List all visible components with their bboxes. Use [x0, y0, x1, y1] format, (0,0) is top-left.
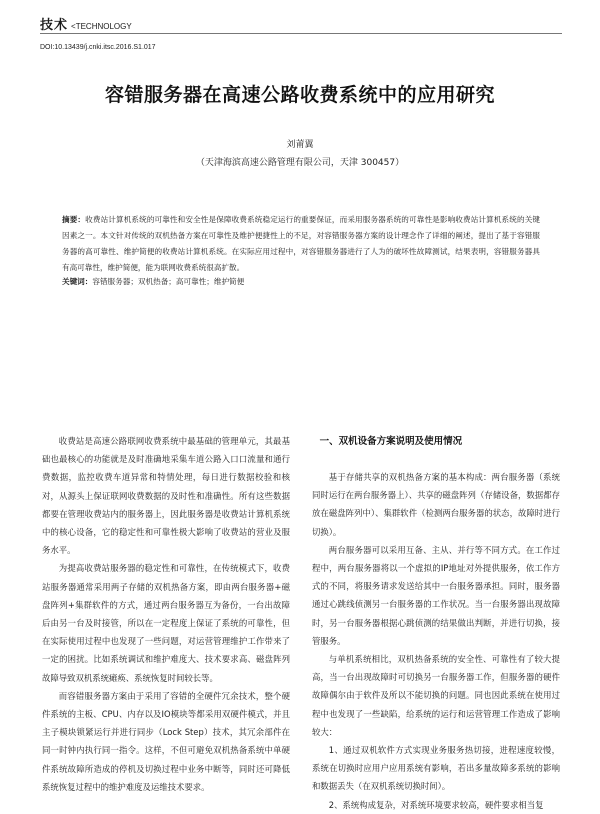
body-paragraph: 而容错服务器方案由于采用了容错的全硬件冗余技术，整个硬件系统的主板、CPU、内存以及IO模块等都采用双硬件模式，并且主子模块锁紧运行并进行同步（Lock Step）技术，其冗余部件在同一时钟内执行同一指令。这样，不但可避免双机热备系统中单硬件系统故障所造成的停机及切换过程中业务中断等，同时还可降低系统恢复过程中的维护难度及运维技术要求。 — [42, 690, 290, 792]
paper-title: 容错服务器在高速公路收费系统中的应用研究 — [104, 84, 495, 106]
body-paragraph: 1、通过双机软件方式实现业务服务热切接，进程速度较慢，系统在切换时应用户应用系统有影响，若出多量故障多系统的影响和数据丢失（在双机系统切换时间）。 — [312, 745, 560, 792]
section-heading: 一、双机设备方案说明及使用情况 — [319, 436, 463, 447]
doi-line: DOI:10.13439/j.cnki.itsc.2016.S1.017 — [40, 44, 156, 51]
journal-header — [40, 14, 132, 33]
body-paragraph: 基于存储共享的双机热备方案的基本构成：两台服务器（系统同时运行在两台服务器上）、共享的磁盘阵列（存储设备，数据都存放在磁盘阵列中）、集群软件（检测两台服务器的状态，故障时进行切换）。 — [312, 472, 560, 537]
abstract — [62, 212, 540, 276]
header-divider — [40, 33, 562, 34]
keywords-text: 容错服务器；双机热备；高可靠性；维护简便 — [92, 277, 245, 286]
author-affiliation: （天津海滨高速公路管理有限公司，天津 300457） — [195, 158, 405, 168]
journal-section-label: 技术 — [40, 18, 69, 33]
journal-section-label-en: <TECHNOLOGY — [71, 22, 132, 31]
author-name: 刘莆翼 — [286, 140, 314, 150]
abstract-label: 摘要： — [62, 215, 86, 224]
body-paragraph: 2、系统构成复杂，对系统环境要求较高，硬件要求相当复 — [328, 799, 544, 810]
keywords — [62, 275, 540, 289]
keywords-label: 关键词： — [62, 277, 93, 286]
body-paragraph: 为提高收费站服务器的稳定性和可靠性，在传统模式下，收费站服务器通常采用两子存储的双机热备方案，即由两台服务器+磁盘阵列+集群软件的方式，通过两台服务器互为备份，一台出故障后由另一台及时接管，所以在一定程度上保证了系统的可靠性，但在实际使用过程中也发现了一些问题，对运营管理维护工作带来了一定的困扰。比如系统调试和维护难度大、技术要求高、磁盘阵列故障导致双机系统瘫痪、系统恢复时间较长等。 — [42, 563, 290, 683]
body-paragraph: 两台服务器可以采用互备、主从、并行等不同方式。在工作过程中，两台服务器将以一个虚拟的IP地址对外提供服务，依工作方式的不同，将服务请求发送给其中一台服务器承担。同时，服务器通过心跳线侦测另一台服务器的工作状况。当一台服务器出现故障时，另一台服务器根据心跳侦测的结果做出判断，并进行切换，接管服务。 — [312, 544, 560, 646]
body-column-right — [312, 432, 560, 814]
body-paragraph: 与单机系统相比，双机热备系统的安全性、可靠性有了较大提高，当一台出现故障时可切换另一台服务器工作，但服务器的硬件故障偶尔由于软件及所以不能切换的问题。同也因此系统在使用过程中也发现了一些缺陷，给系统的运行和运营管理工作造成了影响较大： — [312, 654, 560, 737]
abstract-text: 收费站计算机系统的可靠性和安全性是保障收费系统稳定运行的重要保证，而采用服务器系统的可靠性是影响收费站计算机系统的关键因素之一。本文针对传统的双机热备方案在可靠性及维护便捷性上的不足，对容错服务器方案的设计理念作了详细的阐述，提出了基于容错服务器的高可靠性、维护简便的收费站计算机系统。在实际应用过程中，对容错服务器进行了人为的破坏性故障测试，结果表明，容错服务器具有高可靠性，维护简便，能为联网收费系统很高扩散。 — [62, 215, 540, 272]
body-paragraph: 收费站是高速公路联网收费系统中最基础的管理单元，其最基础也最核心的功能就是及时准确地采集车道公路入口口流量和通行费数据，监控收费车道异常和特情处理，每日进行数据校验和核对，从源头上保证联网收费数据的及时性和准确性。所有这些数据都要在管理收费站内的服务器上，因此服务器是收费站计算机系统中的核心设备，它的稳定性和可靠性极大影响了收费站的营业及服务水平。 — [42, 436, 290, 556]
body-column-left — [42, 432, 290, 796]
